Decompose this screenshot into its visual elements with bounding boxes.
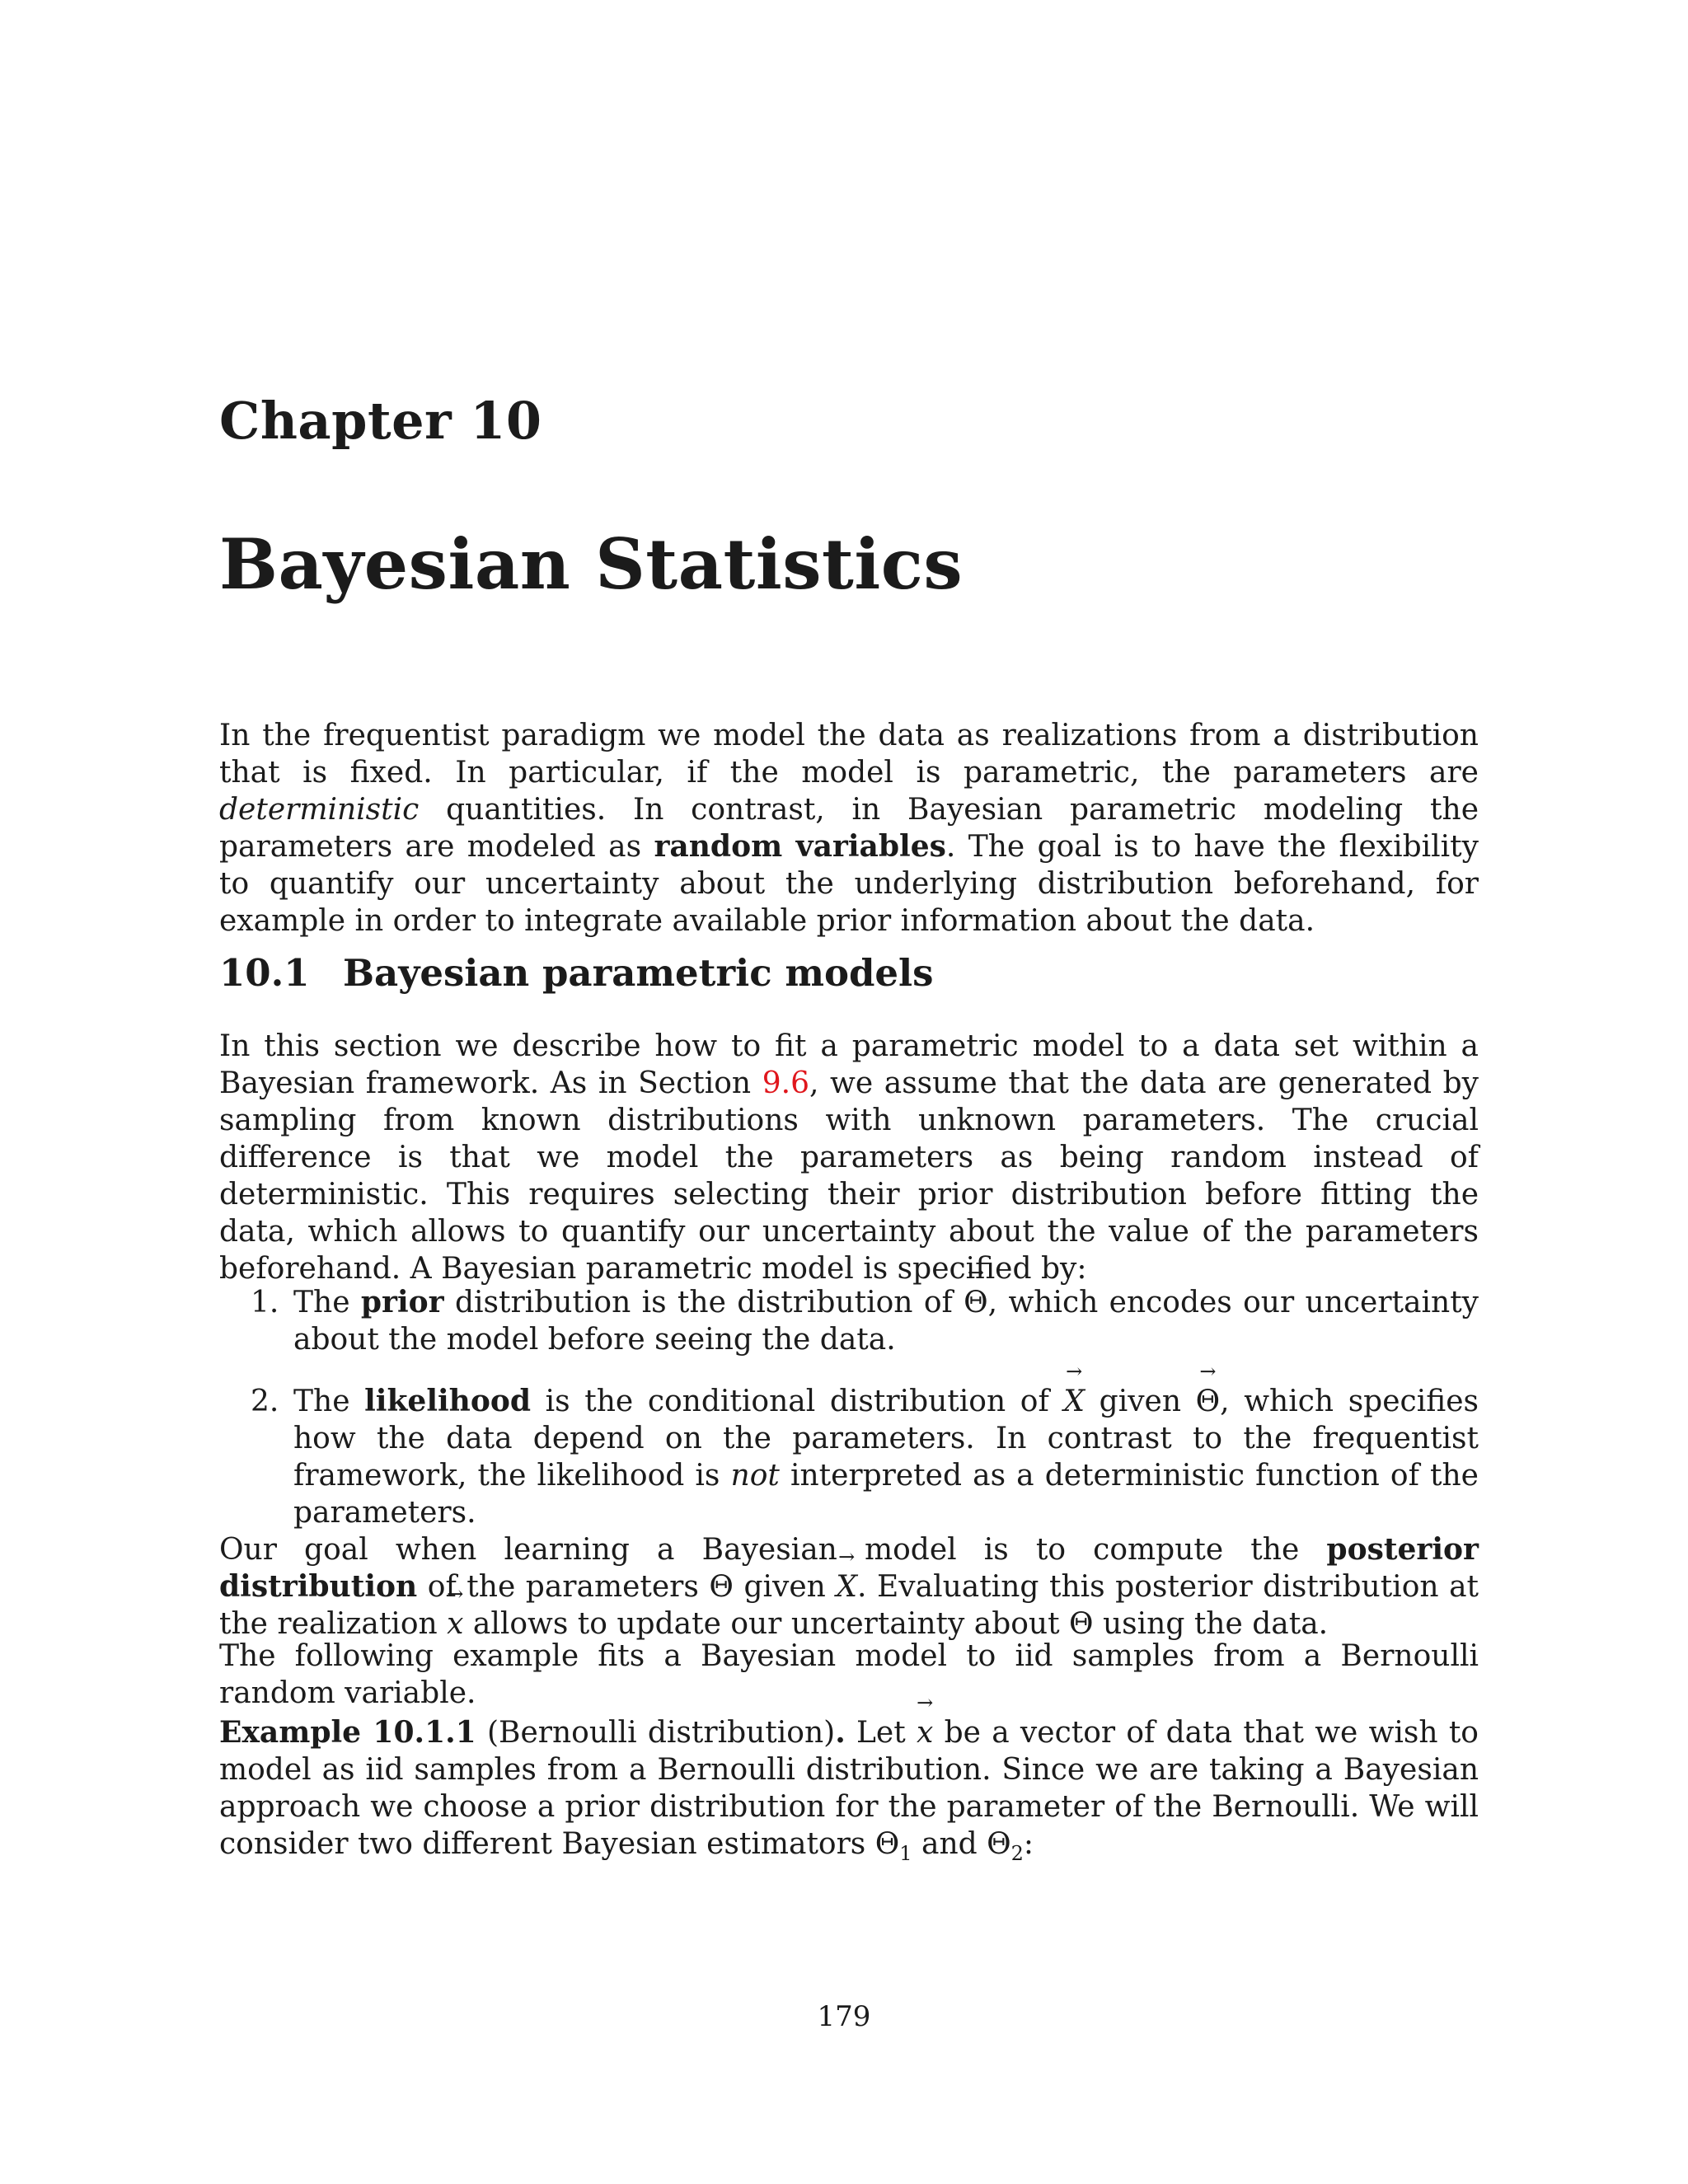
subscript: 2 (1010, 1842, 1024, 1866)
text-run: In this section we describe how to fit a parametric model to a data set within a Bayesian framework. As in Section (219, 1029, 1479, 1100)
text-run: Let (845, 1716, 917, 1750)
theta-vector-symbol: → Θ (964, 1284, 988, 1321)
list-marker: 1. (251, 1286, 279, 1319)
x-realization-symbol: → x (917, 1714, 933, 1751)
text-run: , which encodes our uncertainty about the model before seeing the data. (293, 1286, 1479, 1357)
text-run: allows to update our uncertainty about Θ using the data. (463, 1607, 1329, 1641)
text-run: be a vector of data that we wish to model as iid samples from a Bernoulli distribution. Since we are taking a Bayesian approach we choose a prior distribution for the parameter of the Bernoulli. We will consider two different Bayesian estimators Θ (219, 1716, 1479, 1861)
bold-likelihood: likelihood (364, 1384, 532, 1418)
example-name: (Bernoulli distribution) (486, 1716, 836, 1750)
text-run: and Θ (912, 1827, 1011, 1861)
example-dot: . (835, 1715, 846, 1750)
text-run: of the parameters Θ given (417, 1570, 837, 1604)
list-item-likelihood (219, 1383, 1479, 1531)
text-run: distribution is the distribution of (443, 1286, 964, 1319)
chapter-label: Chapter 10 (219, 391, 542, 451)
section-reference-link[interactable]: 9.6 (762, 1066, 809, 1100)
list-marker: 2. (251, 1385, 279, 1418)
section-number: 10.1 (219, 951, 310, 995)
text-run: The (293, 1385, 365, 1418)
page-number: 179 (817, 2000, 871, 2033)
subscript: 1 (899, 1842, 912, 1866)
theta-vector-symbol: → Θ (1196, 1383, 1221, 1420)
emphasis-not: not (730, 1459, 780, 1493)
text-run: . The goal is to have the flexibility to quantify our uncertainty about the underlying distribution beforehand, for example in order to integrate available prior information about the data. (219, 830, 1479, 938)
text-run: , which specifies how the data depend on the parameters. In contrast to the frequentist framework, the likelihood is (293, 1385, 1479, 1493)
following-paragraph: The following example fits a Bayesian model to iid samples from a Bernoulli random variable. (219, 1639, 1479, 1710)
x-vector-symbol: → X (836, 1568, 857, 1605)
text-run: In the frequentist paradigm we model the data as realizations from a distribution that is fixed. In particular, if the model is parametric, the parameters are (219, 719, 1479, 790)
bold-random-variables: random variables (654, 829, 946, 864)
section-title: Bayesian parametric models (343, 951, 934, 995)
specification-list (219, 1284, 1479, 1556)
emphasis-deterministic: deterministic (219, 793, 420, 827)
example-label: Example 10.1.1 (219, 1715, 476, 1750)
section-paragraph (219, 1028, 1479, 1287)
text-run: is the conditional distribution of (531, 1385, 1064, 1418)
x-realization-symbol: → x (447, 1605, 463, 1643)
text-run: . Evaluating this posterior distribution at the realization (219, 1570, 1479, 1641)
intro-paragraph (219, 717, 1479, 940)
chapter-title: Bayesian Statistics (219, 523, 964, 605)
text-run: given (1085, 1385, 1196, 1418)
text-run: The (293, 1286, 361, 1319)
bold-prior: prior (360, 1285, 444, 1319)
x-vector-symbol: → X (1063, 1383, 1085, 1420)
example-paragraph (219, 1714, 1479, 1866)
bold-posterior-distribution: posterior distribution (219, 1532, 1479, 1604)
list-item-prior (219, 1284, 1479, 1358)
section-heading (219, 951, 934, 995)
text-run: : (1023, 1827, 1034, 1861)
text-run: , we assume that the data are generated by sampling from known distributions with unknown parameters. The crucial difference is that we model the parameters as being random instead of deterministic. This requires selecting their prior distribution before fitting the data, which allows to quantify our uncertainty about the value of the parameters beforehand. A Bayesian parametric model is specified by: (219, 1066, 1479, 1286)
text-run: Our goal when learning a Bayesian model is to compute the (219, 1533, 1327, 1567)
text-run: quantities. In contrast, in Bayesian parametric modeling the parameters are modeled as (219, 793, 1479, 864)
text-run: interpreted as a deterministic function of the parameters. (293, 1459, 1479, 1530)
posterior-paragraph (219, 1531, 1479, 1643)
